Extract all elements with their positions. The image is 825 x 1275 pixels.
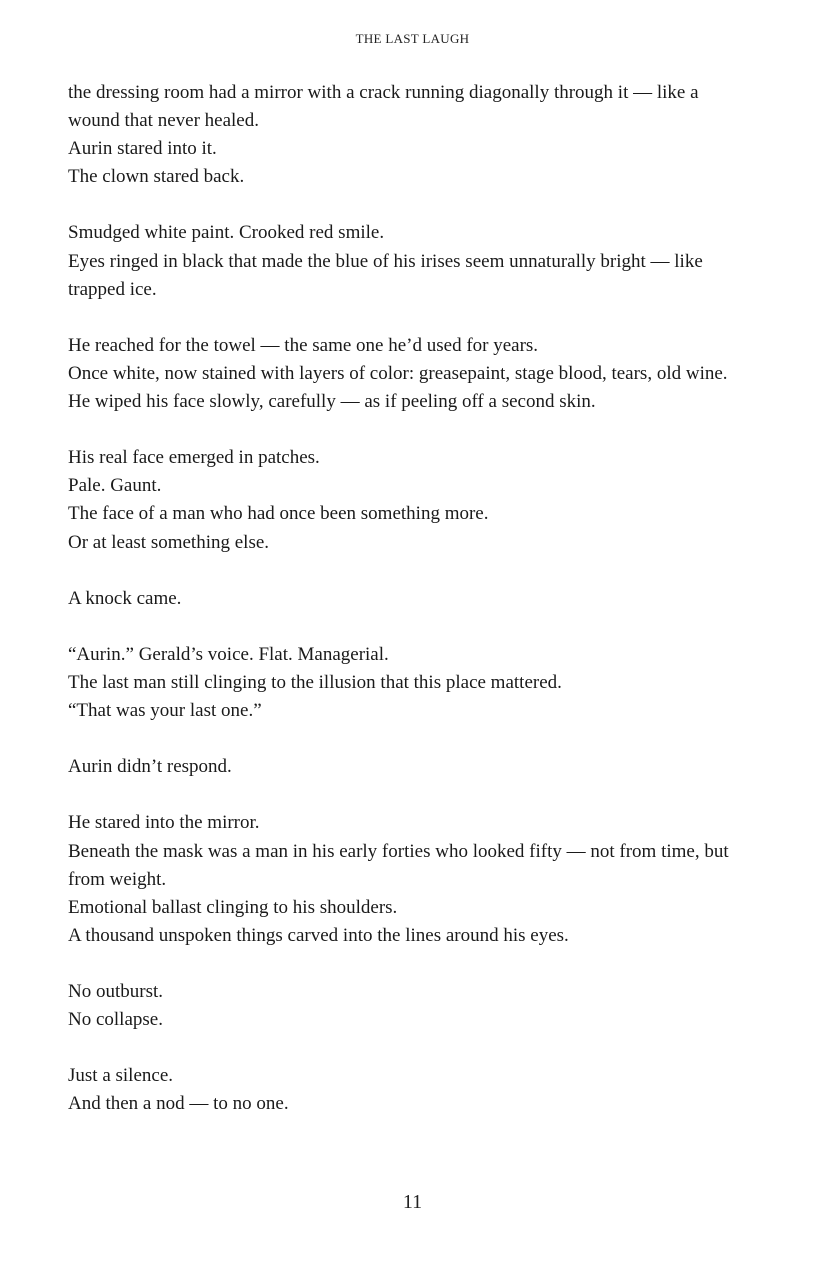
text-line: Pale. Gaunt. — [68, 475, 162, 497]
text-line: A thousand unspoken things carved into the lines around his eyes. — [68, 924, 569, 946]
text-line: No collapse. — [68, 1009, 163, 1031]
text-line: A knock came. — [68, 587, 182, 609]
text-line: He stared into the mirror. — [68, 812, 260, 834]
chapter-text — [68, 79, 748, 1147]
text-line: Beneath the mask was a man in his early forties who looked fifty — not from time, but from weight. — [68, 840, 729, 890]
page-number: 11 — [402, 1191, 423, 1213]
text-line: The clown stared back. — [68, 166, 245, 188]
paragraph — [68, 753, 748, 781]
text-line: Aurin didn’t respond. — [68, 756, 232, 778]
paragraph — [68, 1062, 748, 1118]
text-line: Emotional ballast clinging to his shoulders. — [68, 896, 398, 918]
text-line: His real face emerged in patches. — [68, 447, 320, 469]
text-line: the dressing room had a mirror with a crack running diagonally through it — like a wound that never healed. — [68, 82, 699, 132]
text-line: Aurin stared into it. — [68, 138, 217, 160]
text-line: Once white, now stained with layers of color: greasepaint, stage blood, tears, old wine. — [68, 362, 728, 384]
text-line: The face of a man who had once been something more. — [68, 503, 489, 525]
paragraph — [68, 641, 748, 725]
paragraph — [68, 79, 748, 191]
text-line: “That was your last one.” — [68, 700, 262, 722]
text-line: And then a nod — to no one. — [68, 1093, 289, 1115]
text-line: Eyes ringed in black that made the blue of his irises seem unnaturally bright — like trapped ice. — [68, 250, 703, 300]
text-line: No outburst. — [68, 981, 163, 1002]
paragraph — [68, 809, 748, 949]
text-line: The last man still clinging to the illusion that this place mattered. — [68, 671, 562, 693]
paragraph — [68, 585, 748, 613]
text-line: Or at least something else. — [68, 531, 270, 553]
paragraph — [68, 332, 748, 416]
text-line: Smudged white paint. Crooked red smile. — [68, 222, 385, 244]
running-header: THE LAST LAUGH — [355, 31, 470, 46]
text-line: He reached for the towel — the same one he’d used for years. — [68, 334, 539, 356]
paragraph — [68, 219, 748, 303]
text-line: Just a silence. — [68, 1065, 174, 1087]
text-line: “Aurin.” Gerald’s voice. Flat. Managerial. — [68, 643, 389, 665]
paragraph — [68, 444, 748, 556]
paragraph — [68, 978, 748, 1034]
text-line: He wiped his face slowly, carefully — as if peeling off a second skin. — [68, 391, 596, 413]
